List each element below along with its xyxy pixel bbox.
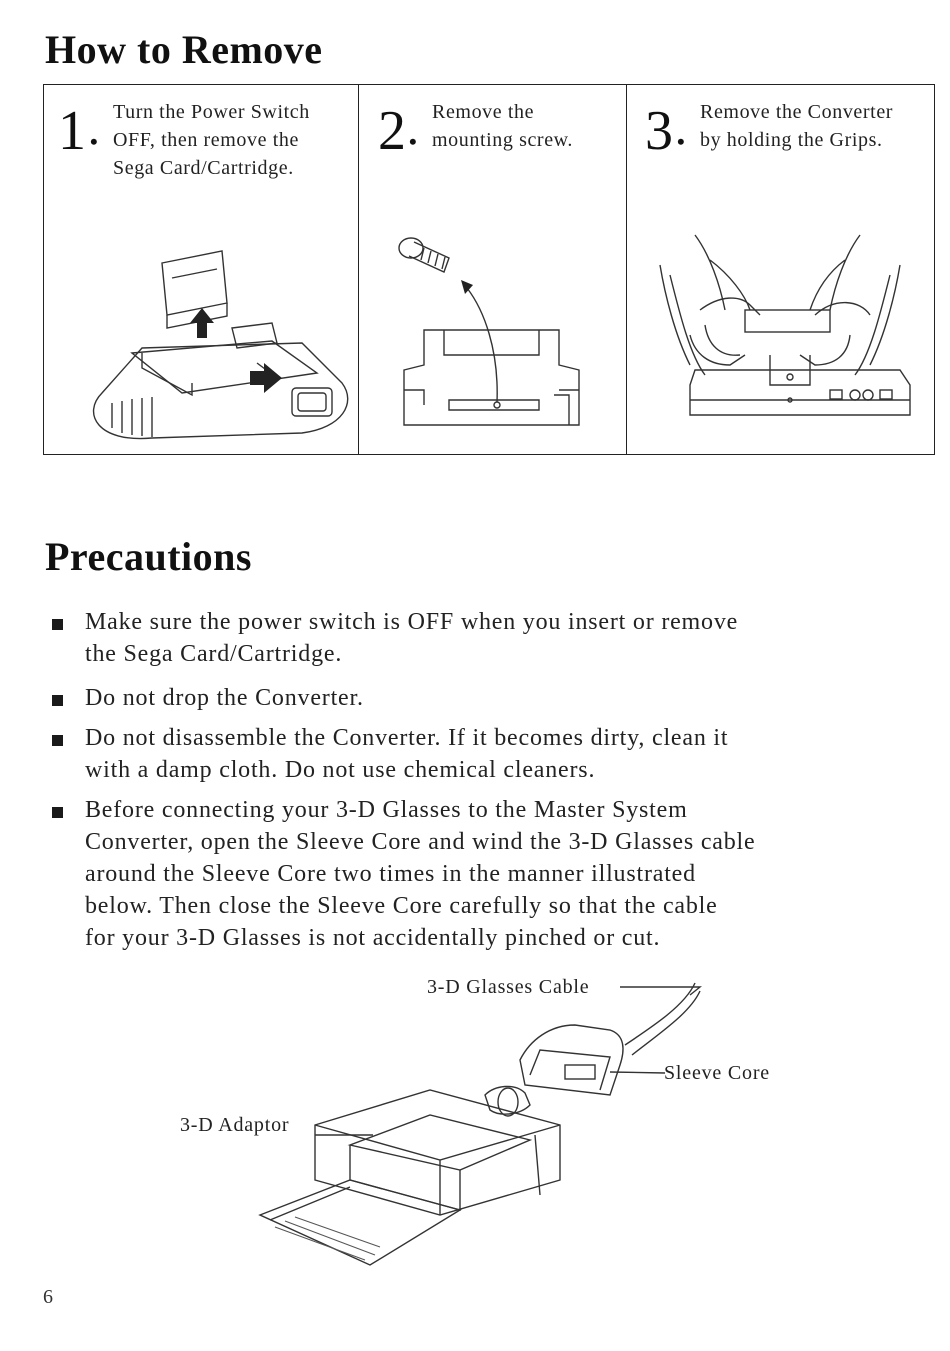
sleeve-core-label: Sleeve Core [664, 1062, 770, 1084]
precaution-text: Before connecting your 3-D Glasses to the Master System Converter, open the Sleeve Core and wind the 3-D Glasses cable around the Sleeve Core two times in the manner illustrated below. Then close the Sleeve Core carefully so that the cable for your 3-D Glasses is not accidentally pinched or cut. [85, 797, 756, 951]
step-divider [358, 85, 359, 454]
precaution-text: Do not disassemble the Converter. If it becomes dirty, clean it with a damp cloth. Do not use chemical cleaners. [85, 725, 729, 783]
page-number: 6 [43, 1286, 53, 1308]
step-1-number: 1 [58, 100, 86, 162]
step-3-text: Remove the Converter by holding the Grips. [700, 101, 894, 151]
bullet-square-icon [52, 807, 63, 818]
step-2-dot: • [409, 129, 417, 154]
glasses-cable-label: 3-D Glasses Cable [427, 976, 590, 998]
mounting-screw-illustration [389, 230, 614, 445]
precaution-text: Make sure the power switch is OFF when you insert or remove the Sega Card/Cartridge. [85, 609, 739, 667]
step-2-text: Remove the mounting screw. [432, 101, 574, 151]
precaution-text: Do not drop the Converter. [85, 685, 364, 711]
adaptor-label: 3-D Adaptor [180, 1114, 290, 1136]
bullet-square-icon [52, 735, 63, 746]
how-to-remove-heading: How to Remove [45, 27, 323, 72]
bullet-square-icon [52, 695, 63, 706]
removal-steps-panel [43, 84, 935, 455]
step-2-number: 2 [378, 100, 406, 162]
step-1-text: Turn the Power Switch OFF, then remove the Sega Card/Cartridge. [113, 101, 310, 179]
console-cartridge-illustration [72, 243, 357, 448]
step-1-dot: • [90, 129, 98, 154]
bullet-square-icon [52, 619, 63, 630]
step-3-number: 3 [645, 100, 673, 162]
step-divider [626, 85, 627, 454]
precautions-heading: Precautions [45, 534, 252, 579]
hands-holding-converter-illustration [650, 215, 932, 445]
step-3-dot: • [677, 129, 685, 154]
